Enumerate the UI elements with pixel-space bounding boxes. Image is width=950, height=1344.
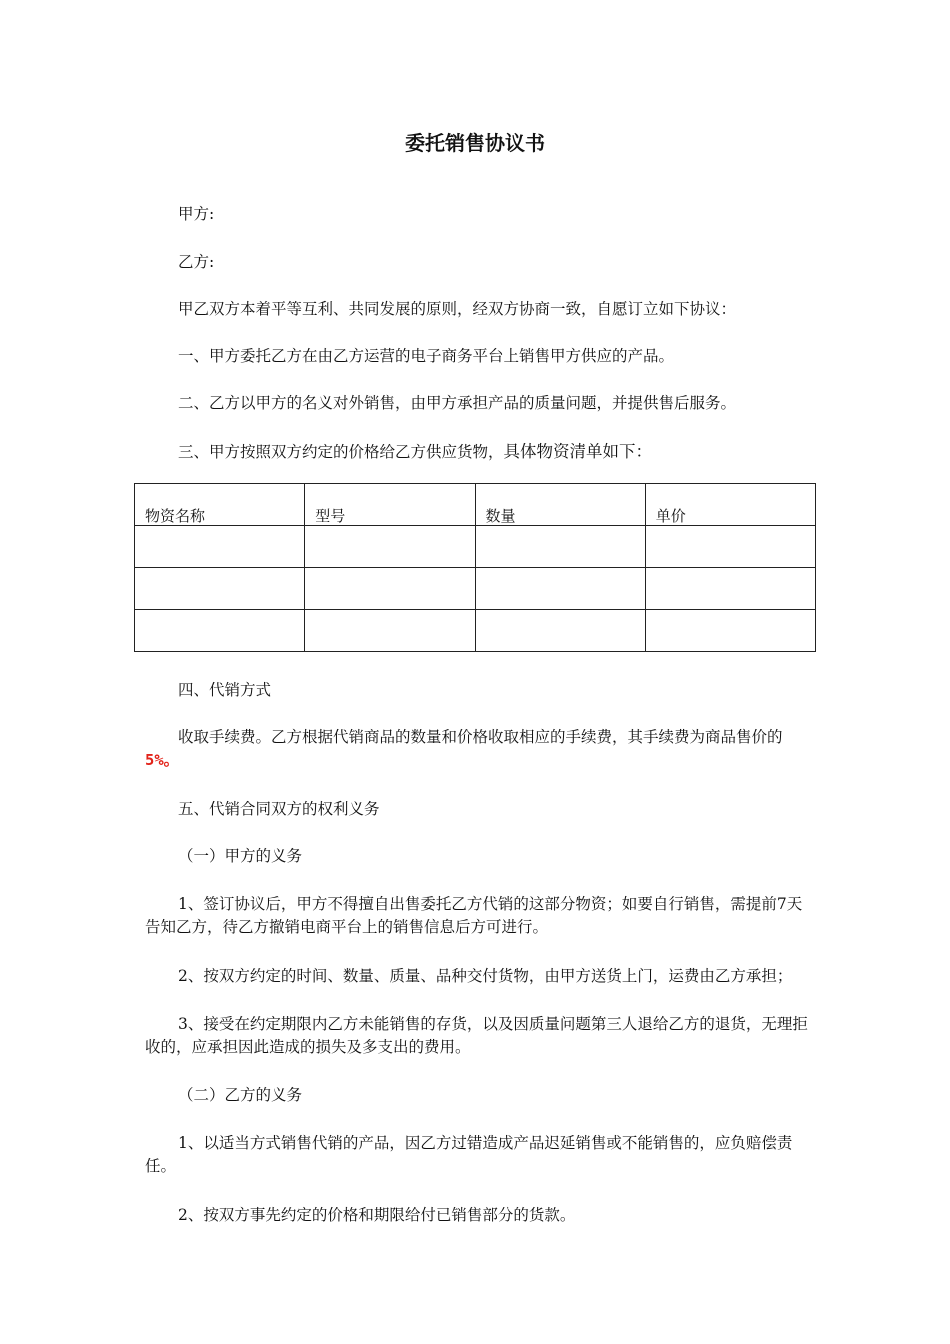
table-header-price: 单价 <box>645 484 815 526</box>
table-header-row <box>135 484 816 526</box>
sub-2-title: （二）乙方的义务 <box>178 1086 303 1104</box>
table-cell <box>475 526 645 568</box>
goods-table <box>134 483 816 652</box>
commission-rate: 5%。 <box>145 751 180 769</box>
intro-paragraph: 甲乙双方本着平等互利、共同发展的原则，经双方协商一致，自愿订立如下协议： <box>178 300 737 318</box>
document-title: 委托销售协议书 <box>405 131 545 155</box>
table-cell <box>305 610 475 652</box>
table-cell <box>305 568 475 610</box>
table-header-quantity: 数量 <box>475 484 645 526</box>
table-cell <box>475 610 645 652</box>
party-a-duty-1: 1、签订协议后，甲方不得擅自出售委托乙方代销的这部分物资；如要自行销售，需提前7天告知乙方，待乙方撤销电商平台上的销售信息后方可进行。 <box>145 895 803 936</box>
table-cell <box>475 568 645 610</box>
clause-2: 二、乙方以甲方的名义对外销售，由甲方承担产品的质量问题，并提供售后服务。 <box>178 394 737 412</box>
party-b-label: 乙方: <box>178 253 215 271</box>
table-cell <box>645 610 815 652</box>
table-cell <box>135 610 305 652</box>
section-4-title: 四、代销方式 <box>178 681 272 699</box>
table-cell <box>645 526 815 568</box>
table-row <box>135 526 816 568</box>
table-header-model: 型号 <box>305 484 475 526</box>
table-cell <box>135 526 305 568</box>
section-5-title: 五、代销合同双方的权利义务 <box>178 800 380 818</box>
clause-3 <box>145 440 815 464</box>
section-4-paragraph <box>145 726 815 772</box>
table-cell <box>305 526 475 568</box>
section-4-text: 收取手续费。乙方根据代销商品的数量和价格收取相应的手续费，其手续费为商品售价的 <box>178 728 783 746</box>
clause-3-text: 三、甲方按照双方约定的价格给乙方供应货物， <box>178 443 504 461</box>
party-a-duty-2: 2、按双方约定的时间、数量、质量、品种交付货物，由甲方送货上门，运费由乙方承担； <box>178 967 793 985</box>
party-a-label: 甲方: <box>178 205 215 223</box>
clause-3-list-intro: 具体物资清单如下： <box>503 442 653 461</box>
table-row <box>135 610 816 652</box>
table-cell <box>645 568 815 610</box>
table-row <box>135 568 816 610</box>
table-cell <box>135 568 305 610</box>
party-b-duty-2: 2、按双方事先约定的价格和期限给付已销售部分的货款。 <box>178 1206 576 1224</box>
sub-1-title: （一）甲方的义务 <box>178 847 303 865</box>
party-b-duty-1: 1、以适当方式销售代销的产品，因乙方过错造成产品迟延销售或不能销售的，应负赔偿责任。 <box>145 1134 793 1175</box>
table-header-name: 物资名称 <box>135 484 305 526</box>
party-a-duty-3: 3、接受在约定期限内乙方未能销售的存货，以及因质量问题第三人退给乙方的退货，无理拒收的，应承担因此造成的损失及多支出的费用。 <box>145 1015 808 1056</box>
clause-1: 一、甲方委托乙方在由乙方运营的电子商务平台上销售甲方供应的产品。 <box>178 347 675 365</box>
